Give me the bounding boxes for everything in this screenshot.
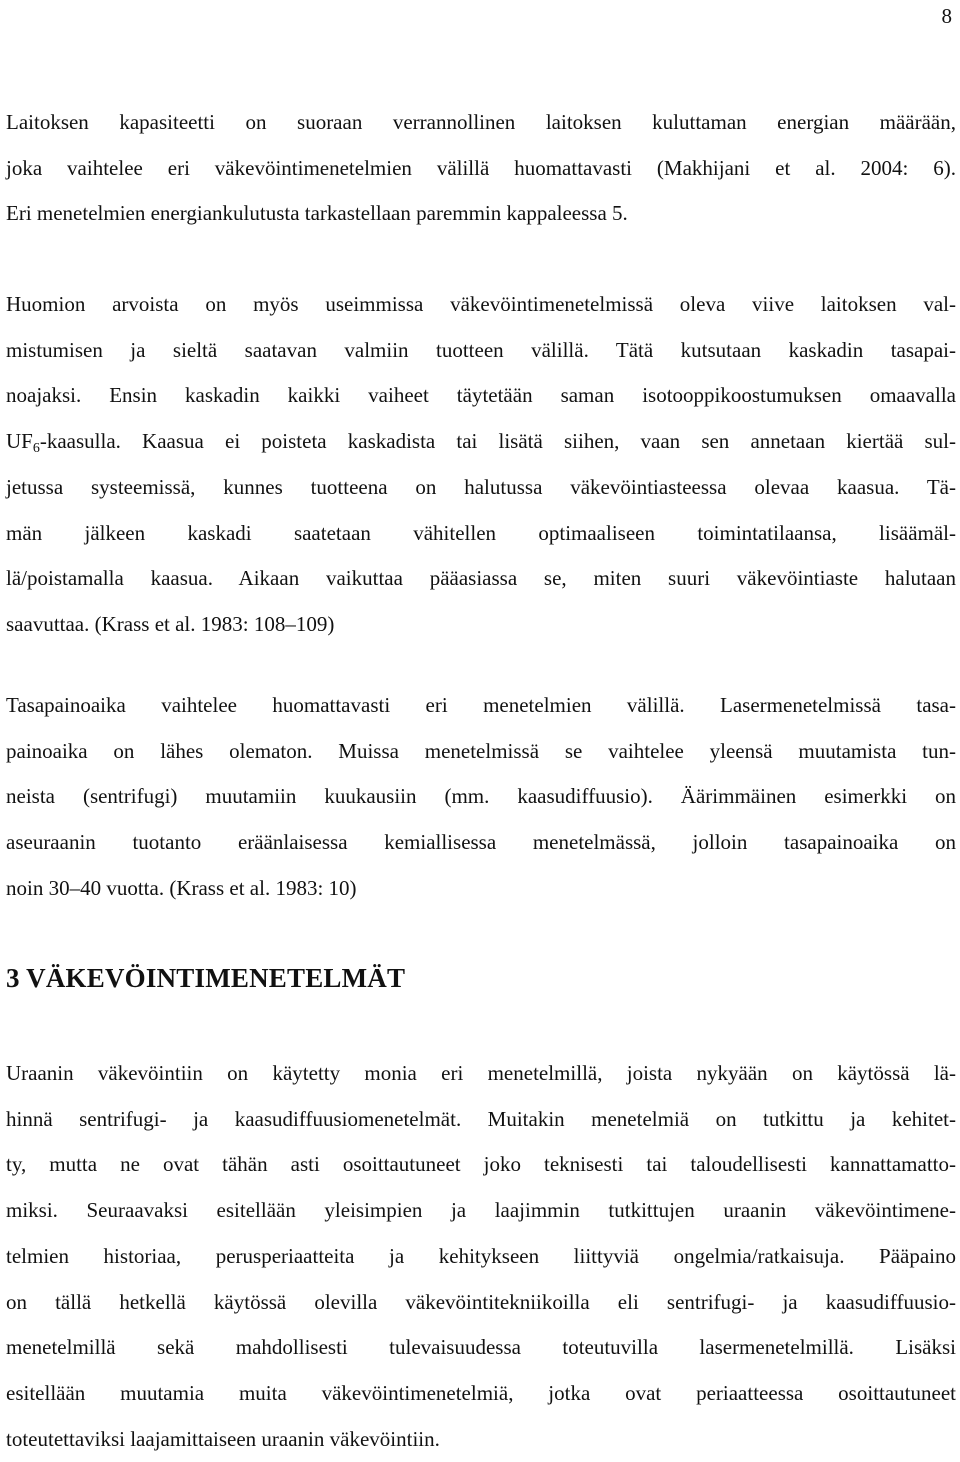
text-line: män jälkeen kaskadi saatetaan vähitellen optimaaliseen toimintatilaansa, lisäämäl- — [6, 520, 956, 545]
paragraph-cascade-equilibrium — [6, 282, 956, 648]
text-line: miksi. Seuraavaksi esitellään yleisimpien ja laajimmin tutkittujen uraanin väkevöintimene- — [6, 1198, 956, 1223]
paragraph-section-intro — [6, 1051, 956, 1462]
section-heading: 3 VÄKEVÖINTIMENETELMÄT — [6, 963, 406, 993]
text-line: jetussa systeemissä, kunnes tuotteena on halutussa väkevöintiasteessa olevaa kaasua. Tä- — [6, 474, 956, 499]
text-line: menetelmillä sekä mahdollisesti tulevaisuudessa toteutuvilla lasermenetelmillä. Lisäksi — [6, 1335, 956, 1360]
text-line: noin 30–40 vuotta. (Krass et al. 1983: 10) — [6, 875, 357, 900]
text-line-uf6 — [6, 419, 956, 465]
text-line: mistumisen ja sieltä saatavan valmiin tuotteen välillä. Tätä kutsutaan kaskadin tasapai- — [6, 337, 956, 362]
text-line: Uraanin väkevöintiin on käytetty monia eri menetelmillä, joista nykyään on käytössä lä- — [6, 1061, 956, 1085]
text-line: lä/poistamalla kaasua. Aikaan vaikuttaa pääasiassa se, miten suuri väkevöintiaste halutaan — [6, 566, 956, 591]
text-line: hinnä sentrifugi- ja kaasudiffuusiomenetelmät. Muitakin menetelmiä on tutkittu ja kehitet- — [6, 1106, 956, 1131]
text-line: neista (sentrifugi) muutamiin kuukausiin (mm. kaasudiffuusio). Äärimmäinen esimerkki on — [6, 784, 956, 809]
text-line: painoaika on lähes olematon. Muissa menetelmissä se vaihtelee yleensä muutamista tun- — [6, 738, 956, 763]
text-line: joka vaihtelee eri väkevöintimenetelmien välillä huomattavasti (Makhijani et al. 2004: 6). — [6, 155, 956, 180]
paragraph-capacity — [6, 100, 956, 237]
text-line: noajaksi. Ensin kaskadin kaikki vaiheet täytetään saman isotooppikoostumuksen omaavalla — [6, 383, 956, 408]
text-line: Eri menetelmien energiankulutusta tarkastellaan paremmin kappaleessa 5. — [6, 201, 628, 226]
text-line: toteutettaviksi laajamittaiseen uraanin väkevöintiin. — [6, 1426, 440, 1451]
formula-subscript: 6 — [32, 441, 40, 457]
formula-continuation: -kaasulla. Kaasua ei poisteta kaskadista tai lisätä siihen, vaan sen annetaan kiertää sul- — [39, 429, 956, 454]
text-line: on tällä hetkellä käytössä olevilla väkevöintitekniikoilla eli sentrifugi- ja kaasudiffuusio- — [6, 1289, 956, 1314]
page-number: 8 — [941, 4, 952, 28]
text-line: esitellään muutamia muita väkevöintimenetelmiä, jotka ovat periaatteessa osoittautuneet — [6, 1380, 956, 1405]
text-line: saavuttaa. (Krass et al. 1983: 108–109) — [6, 611, 335, 636]
text-line: Laitoksen kapasiteetti on suoraan verrannollinen laitoksen kuluttaman energian määrään, — [6, 110, 956, 134]
text-line: Huomion arvoista on myös useimmissa väkevöintimenetelmissä oleva viive laitoksen val- — [6, 292, 956, 316]
text-line: ty, mutta ne ovat tähän asti osoittautuneet joko teknisesti tai taloudellisesti kannattamatto- — [6, 1152, 956, 1177]
paragraph-equilibrium-time — [6, 683, 956, 912]
formula-base: UF — [6, 429, 33, 454]
text-line: aseuraanin tuotanto eräänlaisessa kemiallisessa menetelmässä, jolloin tasapainoaika on — [6, 830, 956, 855]
text-line: Tasapainoaika vaihtelee huomattavasti eri menetelmien välillä. Lasermenetelmissä tasa- — [6, 693, 956, 717]
text-line: telmien historiaa, perusperiaatteita ja kehitykseen liittyviä ongelmia/ratkaisuja. Pääpaino — [6, 1243, 956, 1268]
uf6-formula — [6, 429, 40, 457]
